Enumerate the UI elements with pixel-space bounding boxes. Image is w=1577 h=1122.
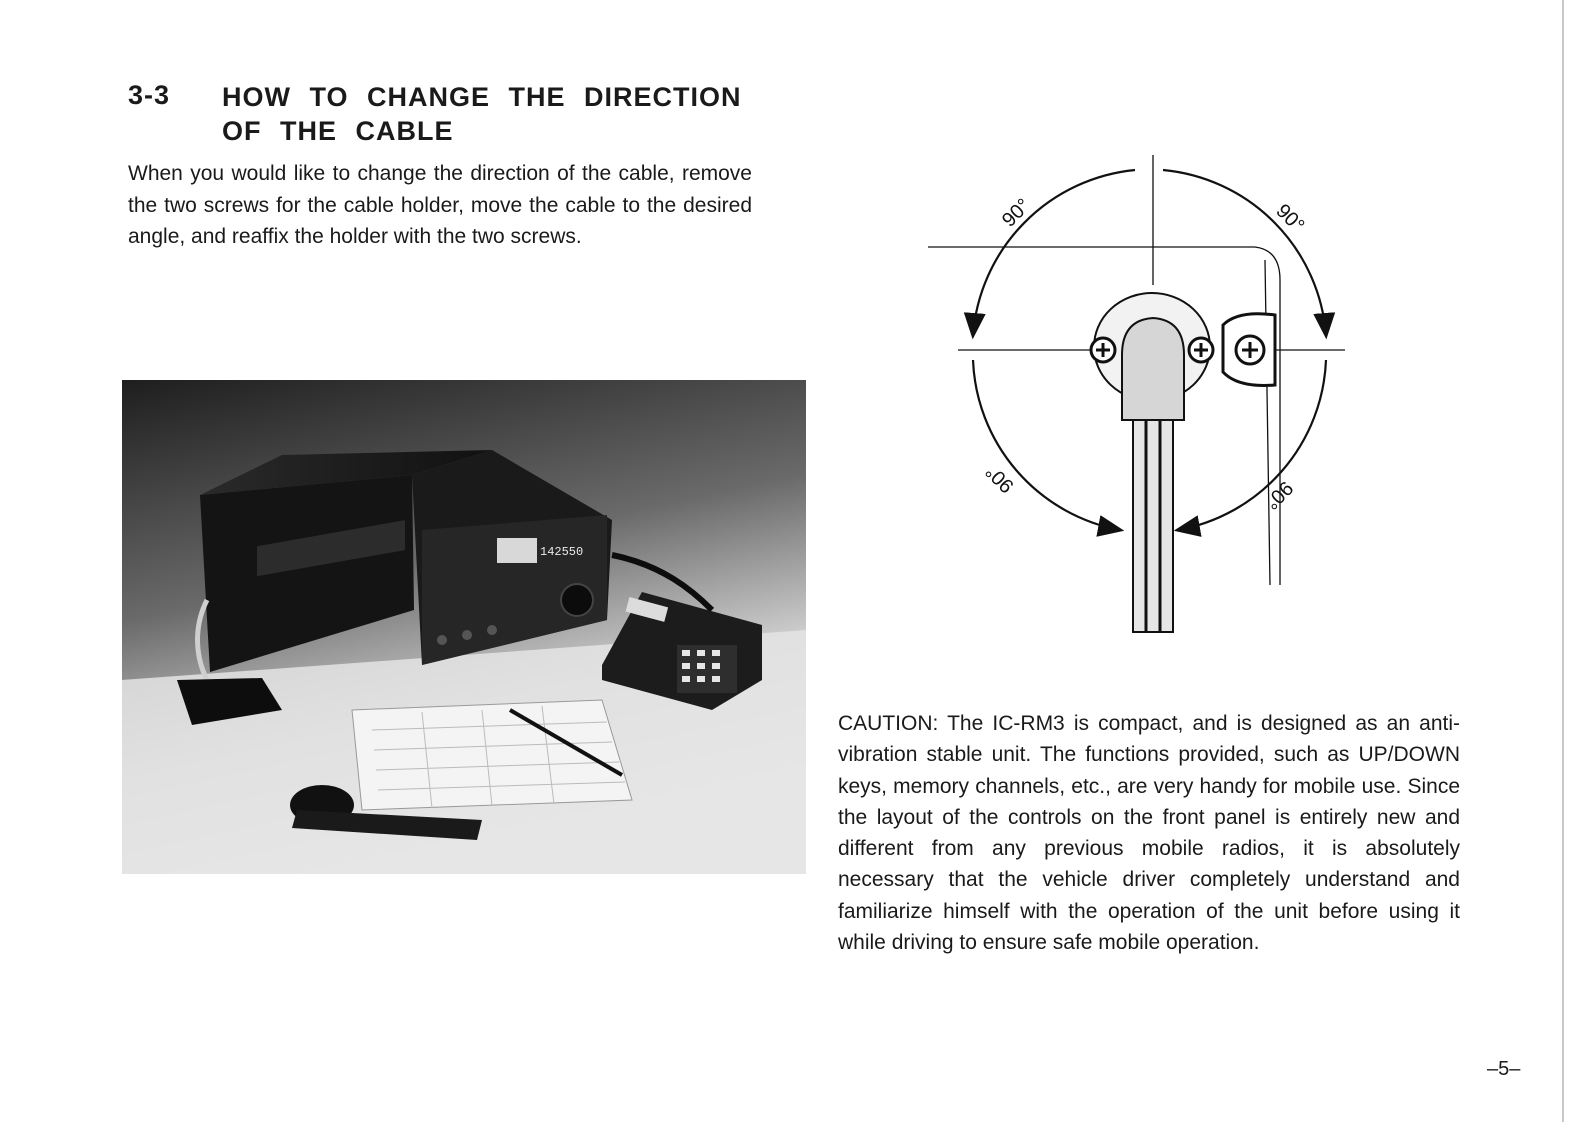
section-number: 3-3 bbox=[128, 80, 171, 110]
transceiver-photo bbox=[122, 380, 806, 874]
screw-right bbox=[1236, 336, 1264, 364]
angle-label-upper-right: 90° bbox=[1271, 199, 1309, 237]
angle-label-lower-right: 90° bbox=[1260, 476, 1298, 514]
page-edge-line bbox=[1562, 0, 1564, 1122]
cable-direction-diagram bbox=[920, 150, 1360, 640]
frequency-display: 142550 bbox=[540, 545, 584, 559]
screw-middle bbox=[1189, 338, 1213, 362]
caution-paragraph: CAUTION: The IC-RM3 is compact, and is designed as an anti-vibration stable unit. The functions provided, such as UP/DOWN keys, memory channels, etc., are very handy for mobile use. Since the layout of the controls on the front panel is entirely new and different from any previous mobile radios, it is absolutely necessary that the vehicle driver completely understand and familiarize himself with the operation of the unit before using it while driving to ensure safe mobile operation. bbox=[838, 712, 1460, 955]
cable-boot bbox=[1122, 318, 1184, 420]
section-title: HOW TO CHANGE THE DIRECTION OF THE CABLE bbox=[222, 82, 742, 146]
angle-label-upper-left: 90° bbox=[997, 194, 1035, 232]
rotation-arc-lower-left bbox=[973, 360, 1120, 530]
angle-label-lower-left: 90° bbox=[981, 460, 1019, 498]
page-number: –5– bbox=[1487, 1058, 1521, 1080]
intro-paragraph: When you would like to change the direction of the cable, remove the two screws for the cable holder, move the cable to the desired angle, and reaffix the holder with the two screws. bbox=[128, 162, 752, 248]
screw-left bbox=[1091, 338, 1115, 362]
